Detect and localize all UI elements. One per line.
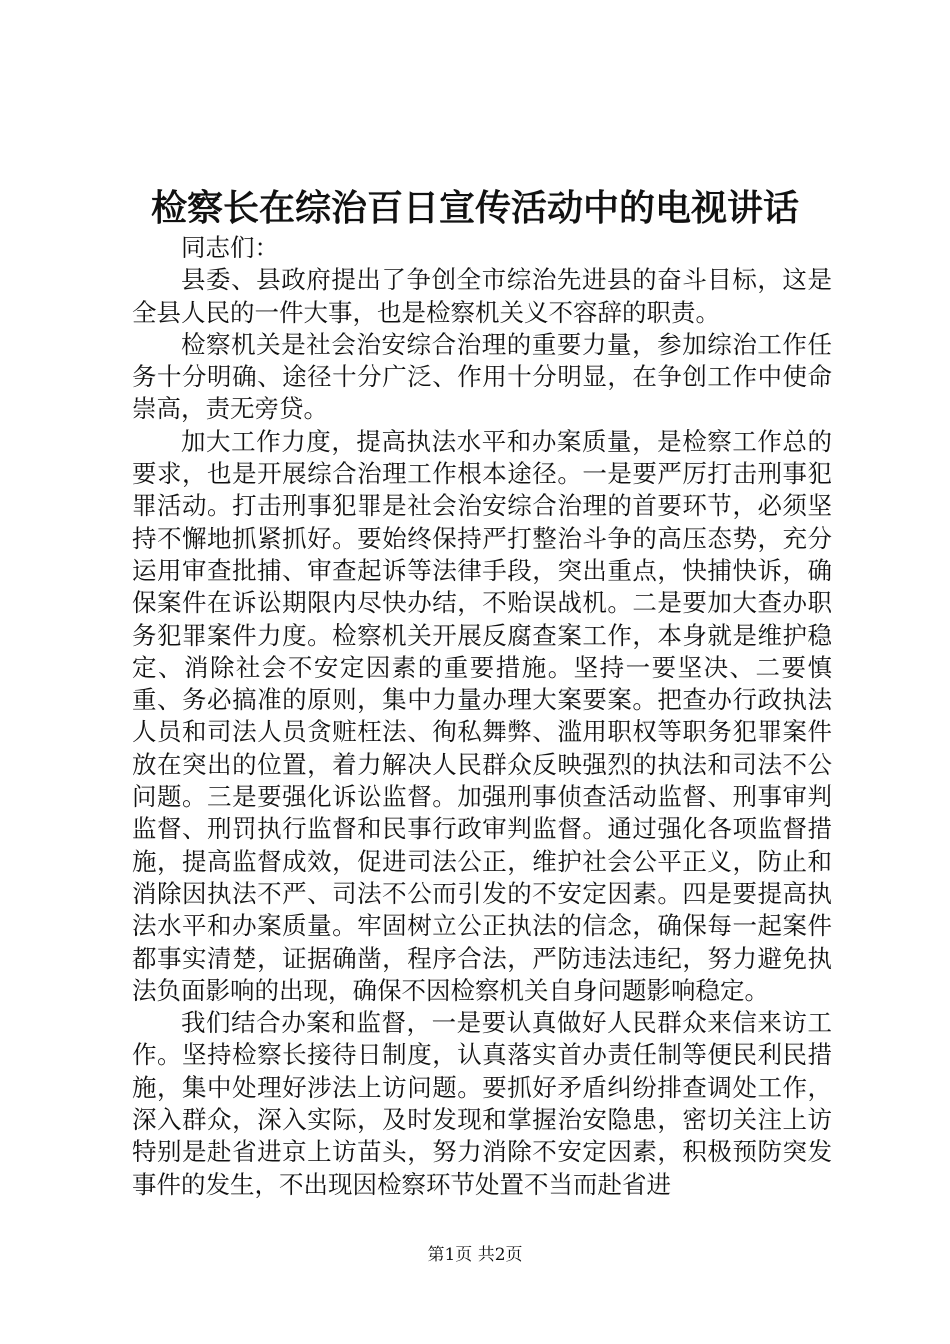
- document-body: [132, 232, 832, 1201]
- paragraph-2: 检察机关是社会治安综合治理的重要力量，参加综治工作任务十分明确、途径十分广泛、作用十分明显，在争创工作中使命崇高，责无旁贷。: [132, 329, 832, 424]
- salutation: 同志们：: [181, 233, 279, 262]
- paragraph-4: 我们结合办案和监督，一是要认真做好人民群众来信来访工作。坚持检察长接待日制度，认真落实首办责任制等便民利民措施，集中处理好涉法上访问题。要抓好矛盾纠纷排查调处工作，深入群众，深入实际，及时发现和掌握治安隐患，密切关注上访特别是赴省进京上访苗头，努力消除不安定因素，积极预防突发事件的发生，不出现因检察环节处置不当而赴省进: [132, 1008, 832, 1199]
- paragraph-3: 加大工作力度，提高执法水平和办案质量，是检察工作总的要求，也是开展综合治理工作根本途径。一是要严厉打击刑事犯罪活动。打击刑事犯罪是社会治安综合治理的首要环节，必须坚持不懈地抓紧抓好。要始终保持严打整治斗争的高压态势，充分运用审查批捕、审查起诉等法律手段，突出重点，快捕快诉，确保案件在诉讼期限内尽快办结，不贻误战机。二是要加大查办职务犯罪案件力度。检察机关开展反腐查案工作，本身就是维护稳定、消除社会不安定因素的重要措施。坚持一要坚决、二要慎重、务必搞准的原则，集中力量办理大案要案。把查办行政执法人员和司法人员贪赃枉法、徇私舞弊、滥用职权等职务犯罪案件放在突出的位置，着力解决人民群众反映强烈的执法和司法不公问题。三是要强化诉讼监督。加强刑事侦查活动监督、刑事审判监督、刑罚执行监督和民事行政审判监督。通过强化各项监督措施，提高监督成效，促进司法公正，维护社会公平正义，防止和消除因执法不严、司法不公而引发的不安定因素。四是要提高执法水平和办案质量。牢固树立公正执法的信念，确保每一起案件都事实清楚，证据确凿，程序合法，严防违法违纪，努力避免执法负面影响的出现，确保不因检察机关自身问题影响稳定。: [132, 426, 832, 1005]
- paragraph-1: 县委、县政府提出了争创全市综治先进县的奋斗目标，这是全县人民的一件大事，也是检察机关义不容辞的职责。: [132, 265, 832, 327]
- page-number-footer: 第1页 共2页: [427, 1245, 523, 1265]
- document-title: 检察长在综治百日宣传活动中的电视讲话: [150, 187, 799, 229]
